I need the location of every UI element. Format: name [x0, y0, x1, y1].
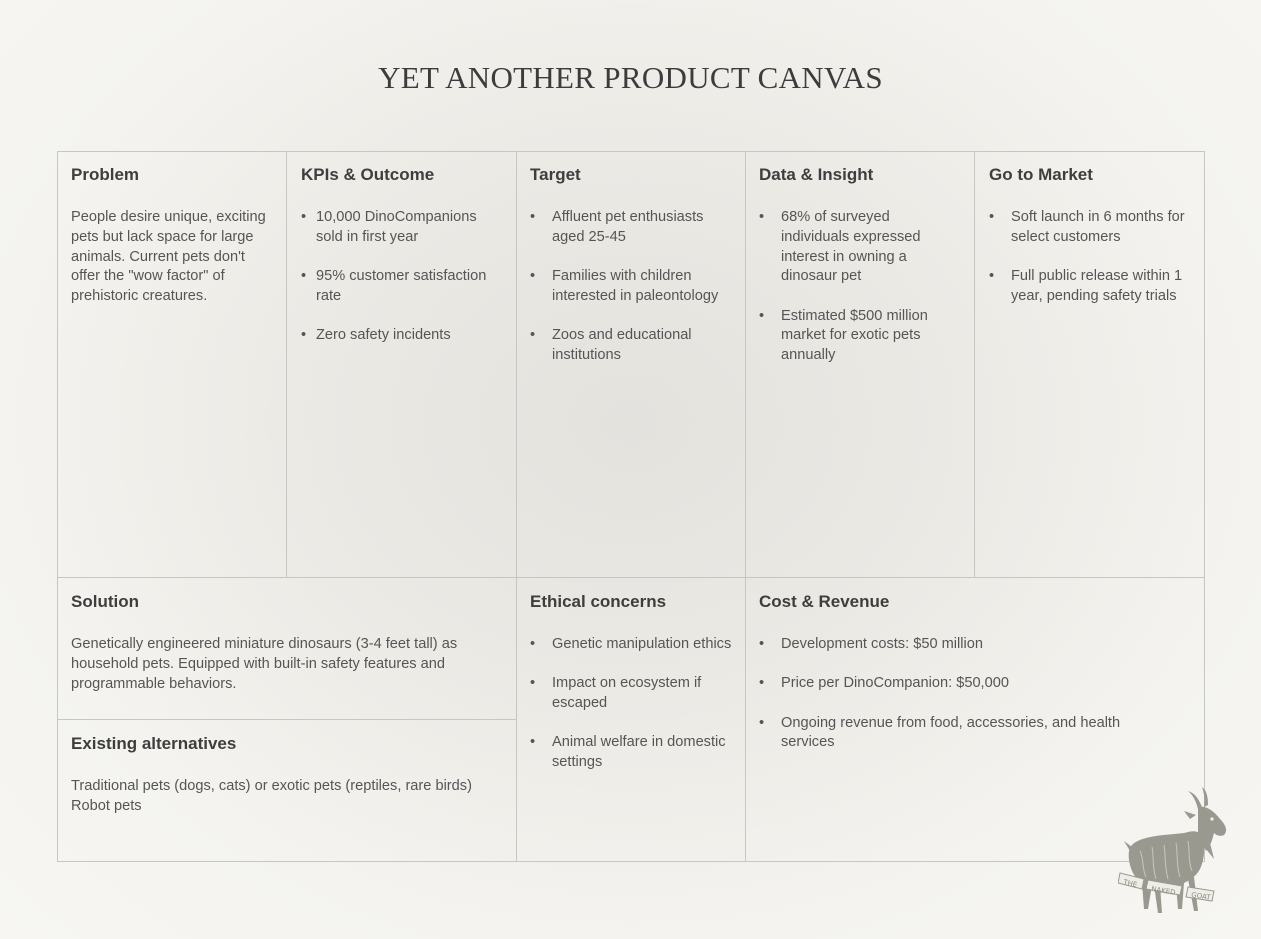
target-item: • Affluent pet enthusiasts aged 25-45: [530, 208, 732, 248]
logo-text-naked: NAKED: [1150, 885, 1177, 897]
cost-revenue-item: • Price per DinoCompanion: $50,000: [759, 674, 1151, 694]
ethical-concerns-item: • Animal welfare in domestic settings: [530, 733, 732, 773]
canvas-border-right: [1204, 151, 1205, 862]
column-divider-1: [286, 151, 287, 578]
logo-text-the: THE: [1122, 878, 1138, 890]
go-to-market-list: [989, 208, 1191, 307]
problem-text: People desire unique, exciting pets but lack space for large animals. Current pets don't offer the "wow factor" of prehistoric creatures.: [71, 209, 266, 305]
kpis-heading: KPIs & Outcome: [301, 165, 435, 184]
problem-heading: Problem: [71, 165, 140, 184]
cost-revenue-section: [746, 579, 1204, 773]
kpis-item: • 95% customer satisfaction rate: [301, 267, 503, 307]
cost-revenue-item: • Ongoing revenue from food, accessories, and health services: [759, 714, 1151, 754]
kpis-list: [301, 208, 503, 346]
existing-alternatives-text: [71, 777, 503, 817]
column-divider-4: [974, 151, 975, 578]
existing-alternatives-section: [58, 721, 516, 817]
problem-section: [58, 152, 286, 307]
target-list: [530, 208, 732, 366]
solution-text: Genetically engineered miniature dinosaurs (3-4 feet tall) as household pets. Equipped with built-in safety features and programmable behaviors.: [71, 636, 458, 692]
kpis-item: • 10,000 DinoCompanions sold in first year: [301, 208, 503, 248]
data-insight-section: [746, 152, 974, 386]
cost-revenue-item: • Development costs: $50 million: [759, 635, 1151, 655]
kpis-section: [288, 152, 516, 365]
go-to-market-item: • Full public release within 1 year, pending safety trials: [989, 267, 1191, 307]
existing-alternatives-line: Robot pets: [71, 797, 142, 814]
target-section: [517, 152, 745, 385]
solution-heading: Solution: [71, 592, 139, 611]
target-item: • Zoos and educational institutions: [530, 326, 732, 366]
solution-section: [58, 579, 516, 694]
logo-text-goat: GOAT: [1190, 891, 1211, 902]
target-item: • Families with children interested in paleontology: [530, 267, 732, 307]
ethical-concerns-item: • Impact on ecosystem if escaped: [530, 674, 732, 714]
goat-logo-icon: [1118, 785, 1233, 920]
canvas-border-bottom: [57, 861, 1205, 862]
cost-revenue-heading: Cost & Revenue: [759, 592, 890, 611]
ethical-concerns-list: [530, 635, 732, 773]
existing-alternatives-heading: Existing alternatives: [71, 734, 237, 753]
go-to-market-section: [976, 152, 1204, 326]
target-heading: Target: [530, 165, 581, 184]
solution-divider: [57, 719, 516, 720]
data-insight-item: • Estimated $500 million market for exotic pets annually: [759, 307, 953, 366]
kpis-item: • Zero safety incidents: [301, 326, 503, 346]
page-title: YET ANOTHER PRODUCT CANVAS: [378, 60, 883, 95]
existing-alternatives-line: Traditional pets (dogs, cats) or exotic pets (reptiles, rare birds): [71, 778, 472, 794]
ethical-concerns-heading: Ethical concerns: [530, 592, 667, 611]
data-insight-list: [759, 208, 961, 366]
row-divider: [57, 577, 1205, 578]
go-to-market-heading: Go to Market: [989, 165, 1093, 184]
go-to-market-item: • Soft launch in 6 months for select customers: [989, 208, 1191, 248]
data-insight-heading: Data & Insight: [759, 165, 874, 184]
data-insight-item: • 68% of surveyed individuals expressed interest in owning a dinosaur pet: [759, 208, 953, 287]
ethical-concerns-section: [517, 579, 745, 792]
ethical-concerns-item: • Genetic manipulation ethics: [530, 635, 732, 655]
cost-revenue-list: [759, 635, 1191, 753]
